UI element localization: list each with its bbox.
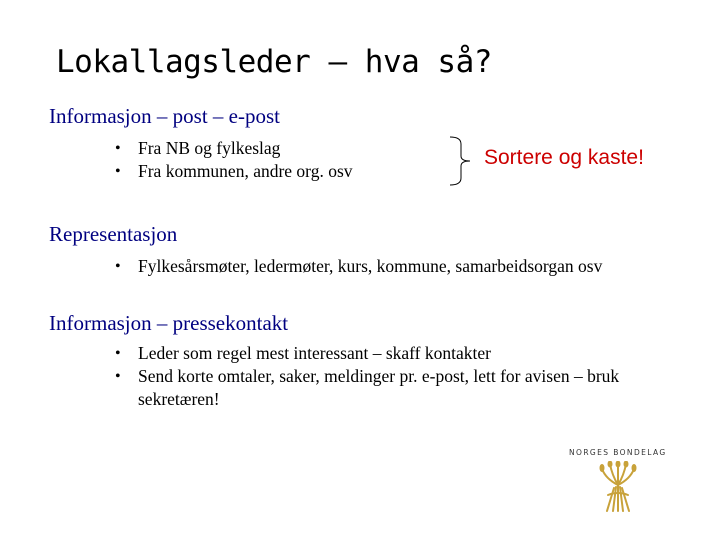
list-item: • Leder som regel mest interessant – skaff kontakter xyxy=(115,342,705,365)
logo-name: NORGES BONDELAG xyxy=(569,448,667,457)
list-item: • Fra kommunen, andre org. osv xyxy=(115,160,353,183)
brace-icon xyxy=(448,136,476,186)
bullet-list-post xyxy=(115,137,353,183)
slide-title: Lokallagsleder – hva så? xyxy=(56,44,492,80)
sort-note: Sortere og kaste! xyxy=(484,146,644,169)
bullet-list-representasjon xyxy=(115,255,602,278)
bullet-list-pressekontakt xyxy=(115,342,705,411)
section-heading-representasjon: Representasjon xyxy=(49,222,178,246)
list-item: • Fylkesårsmøter, ledermøter, kurs, kommune, samarbeidsorgan osv xyxy=(115,255,602,278)
section-heading-informasjon-post: Informasjon – post – e-post xyxy=(49,104,280,128)
list-item: • Fra NB og fylkeslag xyxy=(115,137,353,160)
section-heading-pressekontakt: Informasjon – pressekontakt xyxy=(49,311,289,335)
list-item: • Send korte omtaler, saker, meldinger pr. e-post, lett for avisen – bruk sekretæren! xyxy=(115,365,705,411)
wheat-sheaf-icon xyxy=(596,461,640,513)
